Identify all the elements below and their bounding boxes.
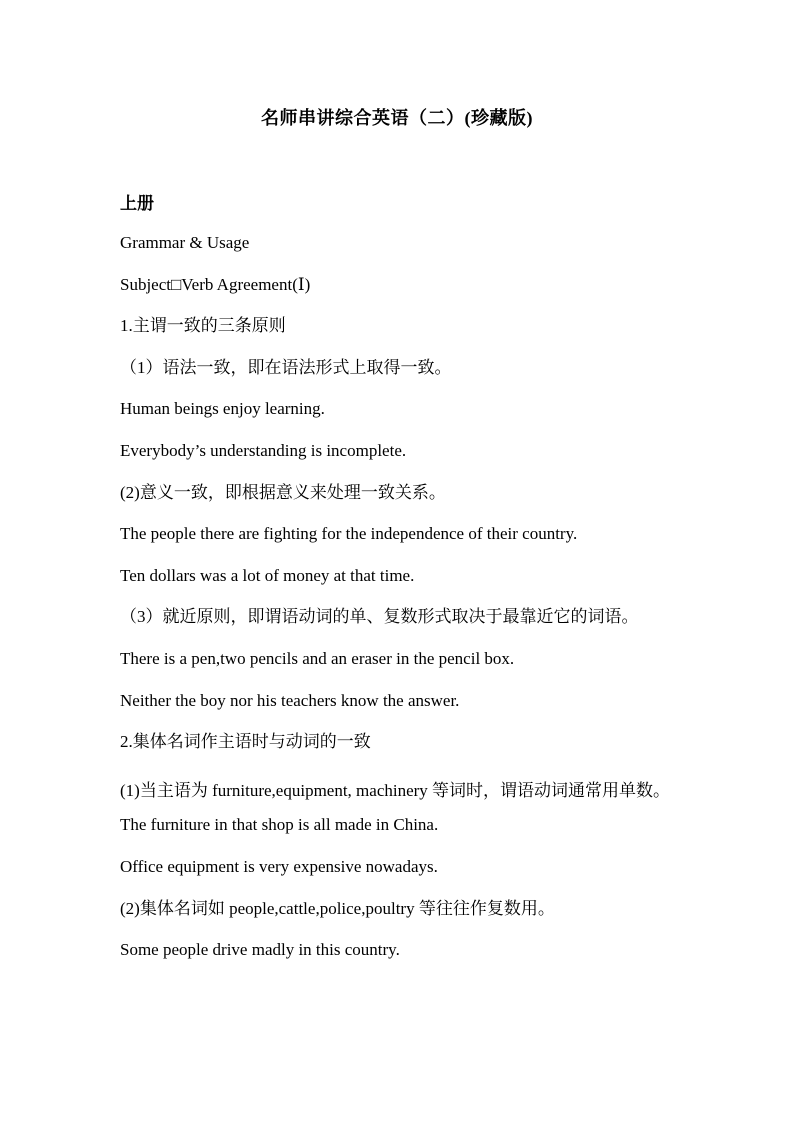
collective-noun-rule-1: (1)当主语为 furniture,equipment, machinery 等词时，谓语动词通常用单数。 [120,780,671,800]
example-sentence: The people there are fighting for the independence of their country. [120,524,578,544]
rule-2-description: (2)意义一致，即根据意义来处理一致关系。 [120,482,446,502]
example-sentence: Ten dollars was a lot of money at that time. [120,565,415,585]
example-sentence: Everybody’s understanding is incomplete. [120,440,407,460]
heading-grammar-usage: Grammar & Usage [120,233,250,252]
example-sentence: Office equipment is very expensive nowadays. [120,856,438,876]
example-sentence: Some people drive madly in this country. [120,940,400,960]
rule-3-description: （3）就近原则，即谓语动词的单、复数形式取决于最靠近它的词语。 [120,607,639,627]
document-body [120,229,690,978]
example-sentence: Human beings enjoy learning. [120,399,325,419]
example-sentence: Neither the boy nor his teachers know the answer. [120,690,460,710]
heading-subject-verb-agreement: Subject□Verb Agreement(Ⅰ) [120,274,311,294]
example-sentence: There is a pen,two pencils and an eraser in the pencil box. [120,648,515,668]
rule-heading-2: 2.集体名词作主语时与动词的一致 [120,732,371,752]
section-heading: 上册 [120,194,154,213]
document-title: 名师串讲综合英语（二）(珍藏版) [261,108,533,128]
example-sentence: The furniture in that shop is all made in China. [120,815,439,835]
rule-heading-1: 1.主谓一致的三条原则 [120,316,286,336]
rule-1-description: （1）语法一致，即在语法形式上取得一致。 [120,357,452,377]
collective-noun-rule-2: (2)集体名词如 people,cattle,police,poultry 等往往作复数用。 [120,898,555,918]
